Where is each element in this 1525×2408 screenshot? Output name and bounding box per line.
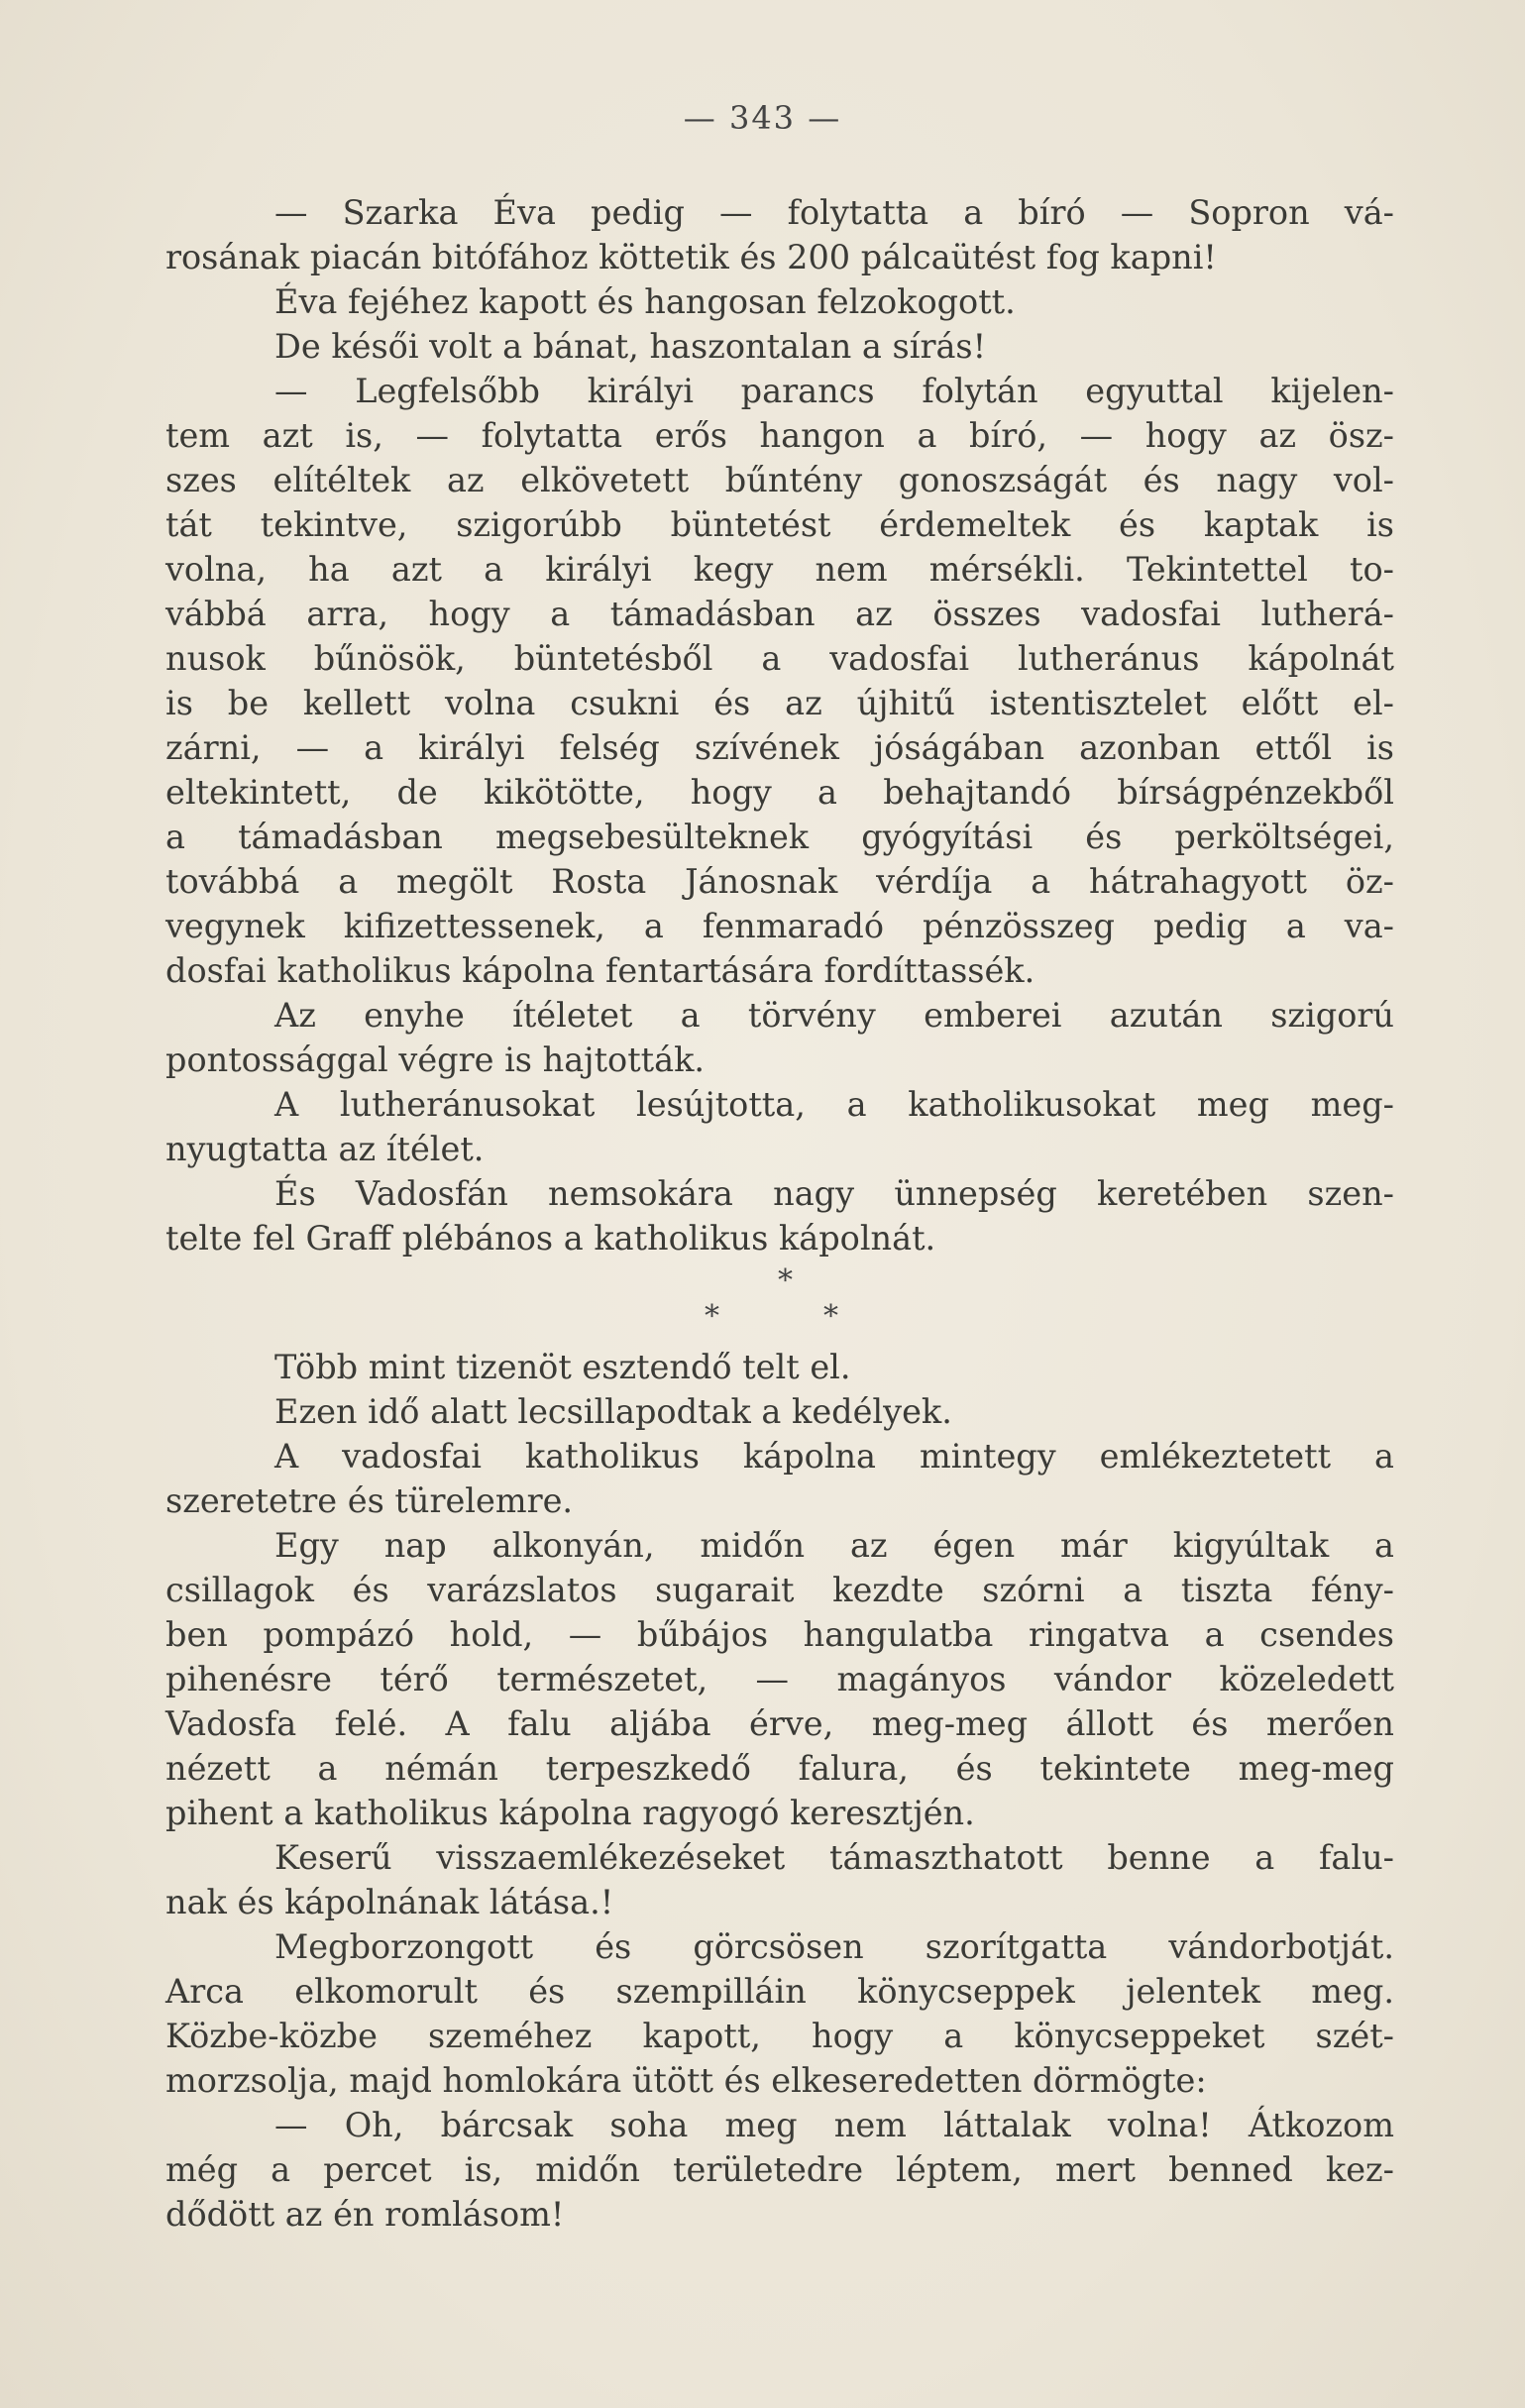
paragraph	[165, 993, 1394, 1082]
text-line: Keserű visszaemlékezéseket támaszthatott benne a falu-	[274, 1838, 1394, 1877]
text-line: Megborzongott és görcsösen szorítgatta vándorbotját.	[274, 1927, 1394, 1966]
text-line: vegynek kifizettessenek, a fenmaradó pénzösszeg pedig a va-	[165, 907, 1394, 945]
paragraph	[165, 1082, 1394, 1171]
paragraph	[165, 324, 1394, 369]
page-number: — 343 —	[683, 99, 842, 137]
text-line: a támadásban megsebesülteknek gyógyítási és perköltségei,	[165, 818, 1394, 856]
text-line: továbbá a megölt Rosta Jánosnak vérdíja a hátrahagyott öz-	[165, 862, 1394, 901]
text-line: csillagok és varázslatos sugarait kezdte szórni a tiszta fény-	[165, 1571, 1394, 1609]
text-line: Egy nap alkonyán, midőn az égen már kigyúltak a	[274, 1526, 1394, 1565]
text-line: tát tekintve, szigorúbb büntetést érdemeltek és kaptak is	[165, 505, 1394, 544]
text-line: dosfai katholikus kápolna fentartására fordíttassék.	[165, 951, 1035, 990]
text-line: nusok bűnösök, büntetésből a vadosfai lutheránus kápolnát	[165, 639, 1394, 678]
asterisk-ornament: *	[705, 1299, 719, 1334]
paragraph	[165, 1345, 1394, 1389]
text-line: nyugtatta az ítélet.	[165, 1130, 485, 1168]
asterisk-ornament: *	[823, 1299, 838, 1334]
asterisk-ornament: *	[778, 1263, 793, 1298]
text-section-after-break	[165, 1345, 1394, 2237]
text-line: És Vadosfán nemsokára nagy ünnepség keretében szen-	[274, 1174, 1394, 1213]
text-line: Éva fejéhez kapott és hangosan felzokogott.	[274, 282, 1016, 321]
text-line: telte fel Graff plébános a katholikus kápolnát.	[165, 1219, 936, 1258]
paragraph	[165, 1523, 1394, 1835]
body-text	[165, 190, 1394, 2237]
text-line: pihent a katholikus kápolna ragyogó keresztjén.	[165, 1794, 975, 1832]
text-line: eltekintett, de kikötötte, hogy a behajtandó bírságpénzekből	[165, 773, 1394, 812]
text-line: — Oh, bárcsak soha meg nem láttalak volna! Átkozom	[274, 2106, 1394, 2144]
text-line: rosának piacán bitófához köttetik és 200 pálcaütést fog kapni!	[165, 238, 1217, 276]
paragraph	[165, 1835, 1394, 1924]
text-line: még a percet is, midőn területedre léptem, mert benned kez-	[165, 2150, 1394, 2189]
text-line: Vadosfa felé. A falu aljába érve, meg-meg állott és merően	[165, 1704, 1394, 1743]
paragraph	[165, 1171, 1394, 1260]
paragraph	[165, 190, 1394, 279]
paragraph	[165, 1389, 1394, 1434]
text-line: nak és kápolnának látása.!	[165, 1883, 614, 1921]
text-line: A vadosfai katholikus kápolna mintegy emlékeztetett a	[274, 1437, 1394, 1476]
paragraph	[165, 1434, 1394, 1523]
text-line: ben pompázó hold, — bűbájos hangulatba ringatva a csendes	[165, 1615, 1394, 1654]
text-section-before-break	[165, 190, 1394, 1260]
text-line: De késői volt a bánat, haszontalan a sírás!	[274, 327, 987, 366]
text-line: — Szarka Éva pedig — folytatta a bíró — Sopron vá-	[274, 193, 1394, 232]
text-line: szes elítéltek az elkövetett bűntény gonoszságát és nagy vol-	[165, 461, 1394, 499]
text-line: Közbe-közbe szeméhez kapott, hogy a könycseppeket szét-	[165, 2017, 1394, 2055]
text-line: pontossággal végre is hajtották.	[165, 1040, 706, 1079]
text-line: zárni, — a királyi felség szívének jóságában azonban ettől is	[165, 728, 1394, 767]
text-line: tem azt is, — folytatta erős hangon a bíró, — hogy az ösz-	[165, 416, 1394, 455]
paragraph	[165, 369, 1394, 993]
paragraph	[165, 2103, 1394, 2237]
text-line: — Legfelsőbb királyi parancs folytán egyuttal kijelen-	[274, 372, 1394, 410]
text-line: Arca elkomorult és szempilláin könycseppek jelentek meg.	[165, 1972, 1394, 2011]
text-line: dődött az én romlásom!	[165, 2195, 565, 2234]
text-line: Ezen idő alatt lecsillapodtak a kedélyek.	[274, 1392, 952, 1431]
text-line: nézett a némán terpeszkedő falura, és tekintete meg-meg	[165, 1749, 1394, 1788]
text-line: is be kellett volna csukni és az újhitű istentisztelet előtt el-	[165, 684, 1394, 722]
text-line: A lutheránusokat lesújtotta, a katholikusokat meg meg-	[274, 1085, 1394, 1124]
paragraph	[165, 279, 1394, 324]
text-line: szeretetre és türelemre.	[165, 1481, 574, 1520]
text-line: vábbá arra, hogy a támadásban az összes vadosfai lutherá-	[165, 595, 1394, 633]
text-line: Több mint tizenöt esztendő telt el.	[274, 1348, 851, 1386]
text-line: Az enyhe ítéletet a törvény emberei azután szigorú	[274, 996, 1394, 1035]
section-break	[165, 1260, 1394, 1345]
text-line: pihenésre térő természetet, — magányos vándor közeledett	[165, 1660, 1394, 1698]
text-line: morzsolja, majd homlokára ütött és elkeseredetten dörmögte:	[165, 2061, 1207, 2100]
text-line: volna, ha azt a királyi kegy nem mérsékli. Tekintettel to-	[165, 550, 1394, 589]
paragraph	[165, 1924, 1394, 2103]
